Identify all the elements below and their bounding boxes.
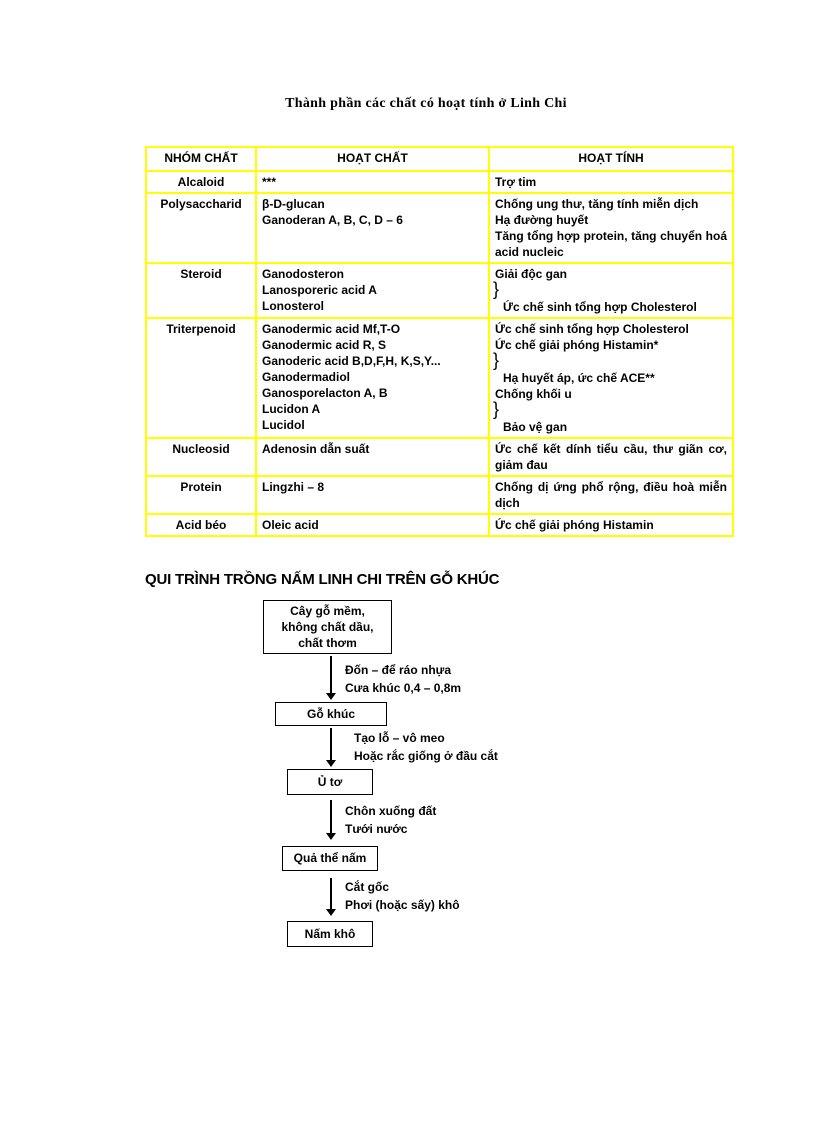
compound-cell: Adenosin dẫn suất	[256, 438, 489, 476]
process-arrow	[330, 656, 332, 694]
activity-cell: Ức chế giải phóng Histamin	[489, 514, 733, 536]
activity-cell: Ức chế sinh tổng hợp Cholesterol Ức chế giải phóng Histamin* } Hạ huyết áp, ức chế ACE** Chống khối u } Bảo vệ gan	[489, 318, 733, 438]
table-row	[146, 438, 733, 476]
process-transition: Đốn – để ráo nhựa Cưa khúc 0,4 – 0,8m	[345, 663, 462, 695]
table-header-row	[146, 147, 733, 171]
table-row	[146, 193, 733, 263]
group-cell: Steroid	[146, 263, 256, 318]
column-header-group: NHÓM CHẤT	[146, 147, 256, 171]
process-transition: Cắt gốc Phơi (hoặc sấy) khô	[345, 880, 460, 912]
process-arrow	[330, 878, 332, 910]
compound-cell: Ganodosteron Lanosporeric acid A Lonosterol	[256, 263, 489, 318]
table-row	[146, 263, 733, 318]
activity-cell: Giải độc gan } Ức chế sinh tổng hợp Cholesterol	[489, 263, 733, 318]
compound-cell: Lingzhi – 8	[256, 476, 489, 514]
process-step: Quả thể nấm	[282, 846, 378, 871]
table-row	[146, 476, 733, 514]
process-arrow	[330, 728, 332, 761]
process-heading: QUI TRÌNH TRỒNG NẤM LINH CHI TRÊN GỖ KHÚC	[145, 571, 500, 588]
compound-cell: ***	[256, 171, 489, 193]
compound-cell: Ganodermic acid Mf,T-O Ganodermic acid R, S Ganoderic acid B,D,F,H, K,S,Y... Ganodermadiol Ganosporelacton A, B Lucidon A Lucidol	[256, 318, 489, 438]
process-transition: Chôn xuống đất Tưới nước	[345, 804, 437, 836]
process-step: Ủ tơ	[287, 769, 373, 795]
group-cell: Protein	[146, 476, 256, 514]
brace-icon: }	[493, 279, 500, 299]
compound-cell: Oleic acid	[256, 514, 489, 536]
table-row	[146, 171, 733, 193]
active-compounds-table	[145, 146, 734, 537]
column-header-activity: HOẠT TÍNH	[489, 147, 733, 171]
process-step: Cây gỗ mềm, không chất dầu, chất thơm	[263, 600, 392, 654]
group-cell: Alcaloid	[146, 171, 256, 193]
compound-cell: β-D-glucan Ganoderan A, B, C, D – 6	[256, 193, 489, 263]
group-cell: Acid béo	[146, 514, 256, 536]
activity-cell: Chống ung thư, tăng tính miễn dịch Hạ đường huyết Tăng tổng hợp protein, tăng chuyển hoá acid nucleic	[489, 193, 733, 263]
process-arrow	[330, 800, 332, 834]
table-row	[146, 514, 733, 536]
table-row	[146, 318, 733, 438]
page-title: Thành phần các chất có hoạt tính ở Linh Chi	[285, 96, 567, 111]
activity-cell: Chống dị ứng phổ rộng, điều hoà miễn dịch	[489, 476, 733, 514]
column-header-compound: HOẠT CHẤT	[256, 147, 489, 171]
process-transition: Tạo lỗ – vô meo Hoặc rắc giống ở đầu cắt	[354, 731, 498, 763]
group-cell: Triterpenoid	[146, 318, 256, 438]
brace-icon: }	[493, 399, 500, 419]
activity-cell: Trợ tim	[489, 171, 733, 193]
process-step: Gỗ khúc	[275, 702, 387, 726]
activity-cell: Ức chế kết dính tiểu cầu, thư giãn cơ, giảm đau	[489, 438, 733, 476]
process-step: Nấm khô	[287, 921, 373, 947]
group-cell: Polysaccharid	[146, 193, 256, 263]
brace-icon: }	[493, 350, 500, 370]
group-cell: Nucleosid	[146, 438, 256, 476]
